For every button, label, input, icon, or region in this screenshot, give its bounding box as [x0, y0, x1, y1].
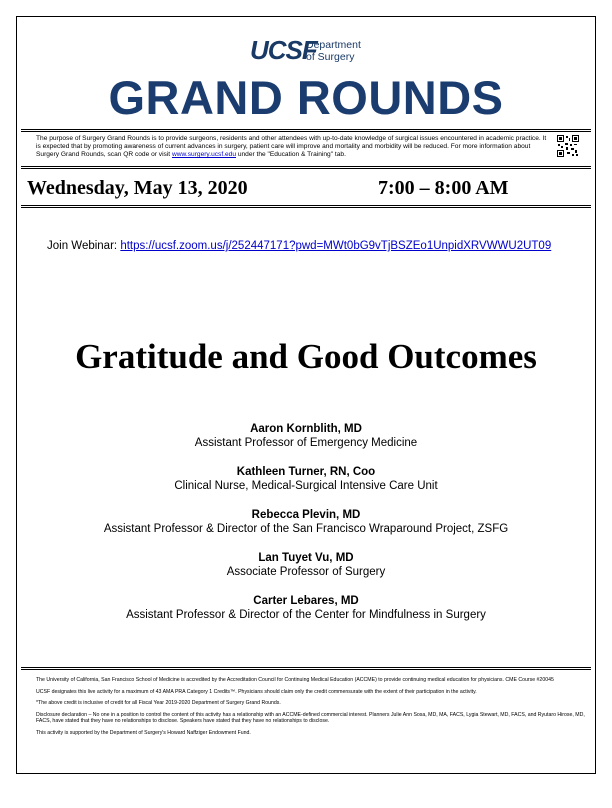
purpose-suffix: under the "Education & Training" tab. — [237, 151, 346, 158]
page-title: GRAND ROUNDS — [108, 71, 504, 124]
logo-wordmark: UCSF — [250, 35, 317, 65]
event-datetime — [27, 175, 587, 201]
event-time: 7:00 – 8:00 AM — [378, 177, 509, 199]
footer-disclosures — [36, 677, 586, 742]
speaker-item — [17, 551, 595, 594]
logo-dept-line2: of Surgery — [306, 51, 355, 63]
date-bottom-divider — [21, 205, 591, 208]
accreditation-statement: The University of California, San Francisco School of Medicine is accredited by the Accreditation Council for Continuing Medical Education (ACCME) to provide continuing medical education for physicians. CME Course #20045 — [36, 677, 554, 683]
webinar-label: Join Webinar: — [47, 240, 118, 252]
support-statement: This activity is supported by the Department of Surgery's Howard Naffziger Endowment Fund. — [36, 729, 251, 736]
disclosure-declaration: Disclosure declaration – No one in a position to control the content of this activity has a relationship with an ACCME-defined commercial interest. Planners Julie Ann Sosa, MD, MA, FACS, Lygia Stewart, MD, FACS, and Ryutaro Hirose, MD, FACS, have stated that they have no relationships to disclose. Speakers have stated that they have no relationships to disclose. — [36, 711, 585, 725]
speaker-list — [17, 422, 595, 637]
credit-note: *The above credit is inclusive of credit for all Fiscal Year 2019-2020 Department of Surgery Grand Rounds. — [36, 700, 281, 707]
purpose-statement — [36, 135, 550, 159]
talk-title: Gratitude and Good Outcomes — [75, 337, 537, 376]
event-date: Wednesday, May 13, 2020 — [27, 177, 248, 199]
speaker-item — [17, 422, 595, 465]
speaker-name: Rebecca Plevin, MD — [251, 509, 361, 521]
speaker-role: Assistant Professor of Emergency Medicine — [194, 437, 418, 449]
logo-department-text — [306, 39, 361, 63]
webinar-link[interactable]: https://ucsf.zoom.us/j/252447171?pwd=MWt0bG9vTjBSZEo1UnpidXRVWWU2UT09 — [120, 240, 552, 252]
speaker-name: Carter Lebares, MD — [253, 595, 359, 607]
credit-designation: UCSF designates this live activity for a maximum of 43 AMA PRA Category 1 Credits™. Physicians should claim only the credit commensurate with the extent of their participation in the activity. — [36, 688, 477, 695]
ucsf-surgery-logo — [250, 35, 390, 75]
qr-code-icon[interactable] — [557, 135, 579, 157]
flyer-page — [16, 16, 596, 774]
header-divider — [21, 129, 591, 132]
speaker-role: Assistant Professor & Director of the San Francisco Wraparound Project, ZSFG — [103, 523, 509, 535]
footer-divider — [21, 667, 591, 670]
speaker-role: Clinical Nurse, Medical-Surgical Intensive Care Unit — [174, 480, 438, 492]
webinar-line — [47, 239, 551, 253]
logo-dept-line1: Department — [306, 39, 361, 51]
speaker-item — [17, 508, 595, 551]
date-top-divider — [21, 166, 591, 169]
speaker-role: Assistant Professor & Director of the Center for Mindfulness in Surgery — [126, 609, 486, 621]
speaker-role: Associate Professor of Surgery — [226, 566, 386, 578]
speaker-name: Aaron Kornblith, MD — [250, 423, 362, 435]
speaker-item — [17, 594, 595, 637]
speaker-name: Lan Tuyet Vu, MD — [258, 552, 354, 564]
purpose-text: The purpose of Surgery Grand Rounds is to provide surgeons, residents and other attendees with up-to-date knowledge of surgical issues encountered in academic practice. It is expected that by promoting awareness of current advances in surgery, patient care will improve and mortality and morbidity will be reduced. For more information about Surgery Grand Rounds, scan QR code or visit — [36, 135, 547, 158]
surgery-website-link[interactable]: www.surgery.ucsf.edu — [171, 151, 236, 158]
speaker-name: Kathleen Turner, RN, Coo — [236, 466, 376, 478]
speaker-item — [17, 465, 595, 508]
